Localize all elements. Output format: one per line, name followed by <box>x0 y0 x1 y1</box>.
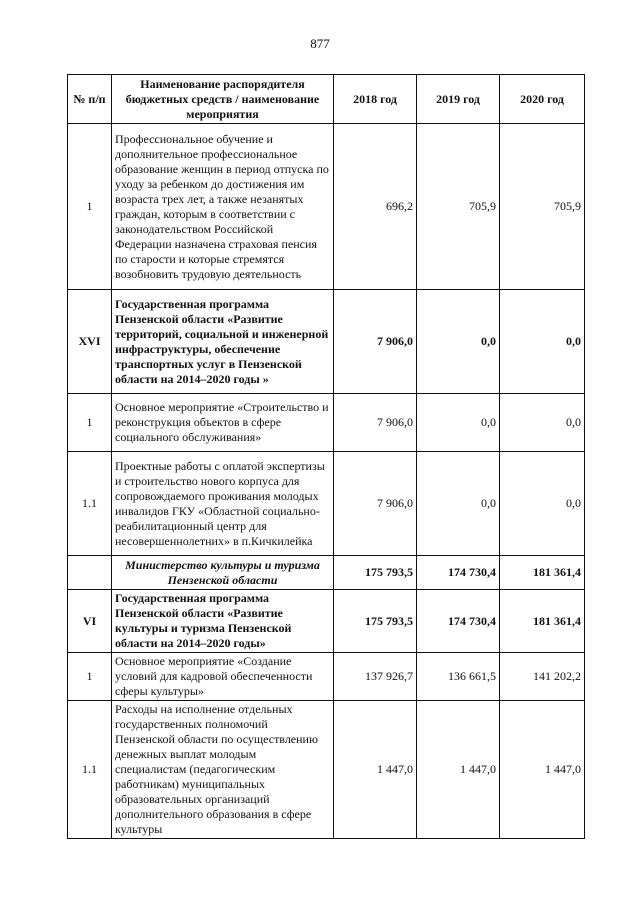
row-num: 1 <box>68 653 112 701</box>
row-2019: 0,0 <box>417 290 500 394</box>
row-2019: 0,0 <box>417 394 500 452</box>
row-name: Профессиональное обучение и дополнительное профессиональное образование женщин в период отпуска по уходу за ребенком до достижения им возраста трех лет, а также незанятых граждан, которым в соответствии с законодательством Российской Федерации назначена страховая пенсия по старости и которые стремятся возобновить трудовую деятельность <box>112 124 334 290</box>
row-2019: 174 730,4 <box>417 590 500 653</box>
row-name: Государственная программа Пензенской области «Развитие культуры и туризма Пензенской области на 2014–2020 годы» <box>112 590 334 653</box>
row-2019: 174 730,4 <box>417 556 500 590</box>
row-2018: 7 906,0 <box>334 452 417 556</box>
row-num: VI <box>68 590 112 653</box>
table-row <box>68 452 585 556</box>
row-2018: 7 906,0 <box>334 394 417 452</box>
table-row <box>68 556 585 590</box>
row-2018: 7 906,0 <box>334 290 417 394</box>
row-name: Основное мероприятие «Создание условий для кадровой обеспеченности сферы культуры» <box>112 653 334 701</box>
page-number: 877 <box>310 36 330 51</box>
row-num <box>68 556 112 590</box>
table-row <box>68 124 585 290</box>
table-header-row <box>68 75 585 124</box>
row-name: Основное мероприятие «Строительство и реконструкция объектов в сфере социального обслуживания» <box>112 394 334 452</box>
table-row <box>68 590 585 653</box>
row-name: Государственная программа Пензенской области «Развитие территорий, социальной и инженерной инфраструктуры, обеспечение транспортных услуг в Пензенской области на 2014–2020 годы » <box>112 290 334 394</box>
row-num: XVI <box>68 290 112 394</box>
row-2019: 705,9 <box>417 124 500 290</box>
row-2020: 181 361,4 <box>500 590 585 653</box>
row-2020: 0,0 <box>500 452 585 556</box>
row-num: 1 <box>68 124 112 290</box>
table-row <box>68 701 585 839</box>
row-2018: 1 447,0 <box>334 701 417 839</box>
table-row <box>68 394 585 452</box>
row-2020: 141 202,2 <box>500 653 585 701</box>
row-2020: 1 447,0 <box>500 701 585 839</box>
row-2020: 181 361,4 <box>500 556 585 590</box>
table-row <box>68 290 585 394</box>
row-2020: 0,0 <box>500 394 585 452</box>
row-num: 1.1 <box>68 452 112 556</box>
row-num: 1 <box>68 394 112 452</box>
row-2019: 136 661,5 <box>417 653 500 701</box>
row-2018: 137 926,7 <box>334 653 417 701</box>
row-2018: 175 793,5 <box>334 556 417 590</box>
row-name: Проектные работы с оплатой экспертизы и строительство нового корпуса для сопровождаемого проживания молодых инвалидов ГКУ «Областной социально-реабилитационный центр для несовершеннолетних» в п.Кичкилейка <box>112 452 334 556</box>
row-2018: 175 793,5 <box>334 590 417 653</box>
table-row <box>68 653 585 701</box>
row-2020: 705,9 <box>500 124 585 290</box>
row-name: Расходы на исполнение отдельных государственных полномочий Пензенской области по осуществлению денежных выплат молодым специалистам (педагогическим работникам) муниципальных образовательных организаций дополнительного образования в сфере культуры <box>112 701 334 839</box>
row-2019: 0,0 <box>417 452 500 556</box>
row-name: Министерство культуры и туризма Пензенской области <box>112 556 334 590</box>
row-2019: 1 447,0 <box>417 701 500 839</box>
header-num: № п/п <box>68 75 112 124</box>
row-2018: 696,2 <box>334 124 417 290</box>
header-2018: 2018 год <box>334 75 417 124</box>
header-name: Наименование распорядителя бюджетных средств / наименование мероприятия <box>112 75 334 124</box>
header-2020: 2020 год <box>500 75 585 124</box>
row-num: 1.1 <box>68 701 112 839</box>
row-2020: 0,0 <box>500 290 585 394</box>
budget-table <box>67 74 585 839</box>
header-2019: 2019 год <box>417 75 500 124</box>
